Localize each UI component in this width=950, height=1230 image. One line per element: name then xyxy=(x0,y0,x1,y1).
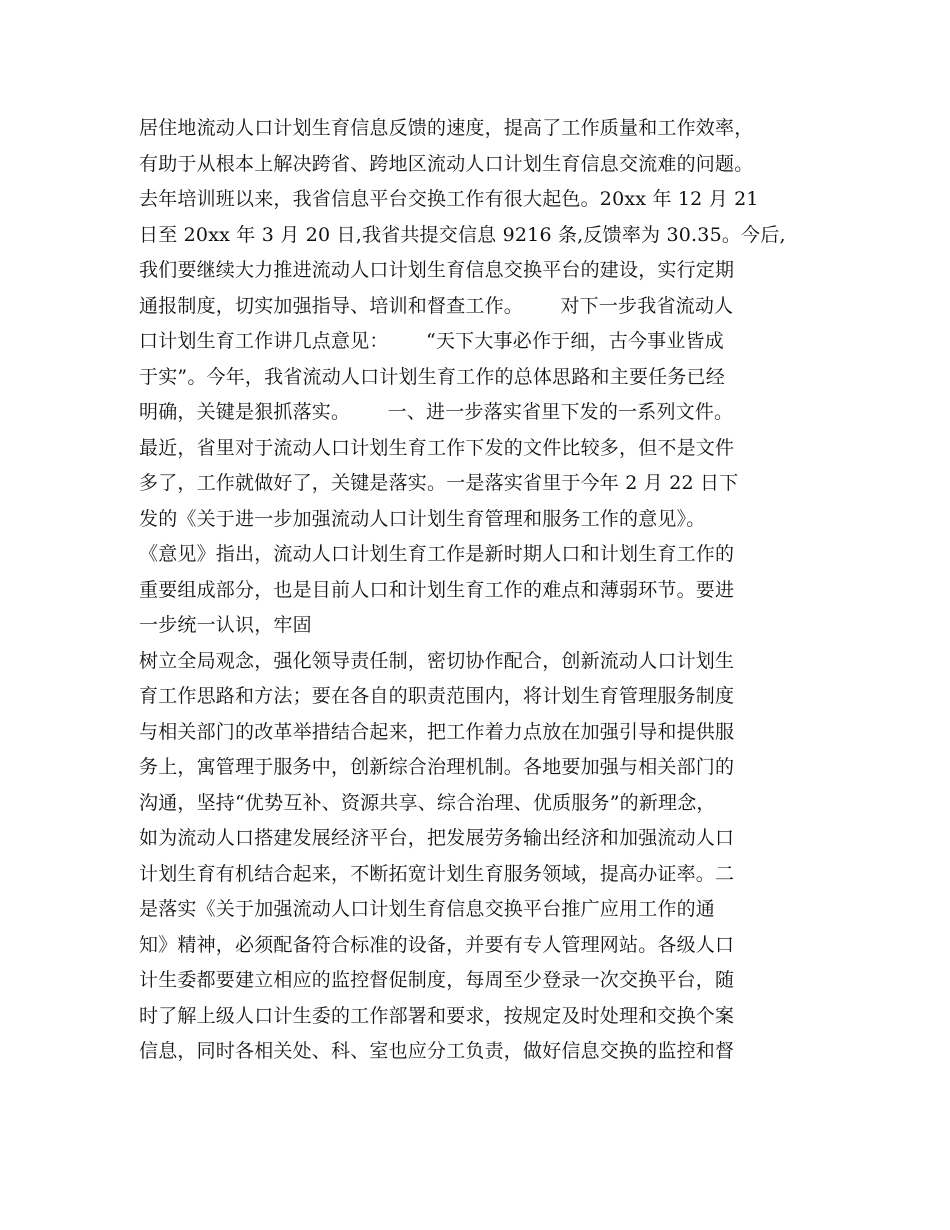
text-line: 《意见》指出，流动人口计划生育工作是新时期人口和计划生育工作的 xyxy=(139,543,735,565)
text-line: 发的《关于进一步加强流动人口计划生育管理和服务工作的意见》。 xyxy=(139,507,706,530)
text-line: 计生委都要建立相应的监控督促制度，每周至少登录一次交换平台，随 xyxy=(139,969,735,991)
text-line: 知》精神，必须配备符合标准的设备，并要有专人管理网站。各级人口 xyxy=(139,933,735,956)
text-line: 通报制度，切实加强指导、培训和督查工作。 对下一步我省流动人 xyxy=(139,294,734,317)
text-line: 树立全局观念，强化领导责任制，密切协作配合，创新流动人口计划生 xyxy=(139,649,735,672)
text-line: 沟通，坚持“优势互补、资源共享、综合治理、优质服务”的新理念， xyxy=(139,791,716,814)
text-line: 是落实《关于加强流动人口计划生育信息交换平台推广应用工作的通 xyxy=(139,898,716,920)
text-line: 居住地流动人口计划生育信息反馈的速度，提高了工作质量和工作效率， xyxy=(139,117,754,139)
text-line: 最近，省里对于流动人口计划生育工作下发的文件比较多，但不是文件 xyxy=(139,436,735,459)
text-line: 口计划生育工作讲几点意见： “天下大事必作于细，古今事业皆成 xyxy=(139,330,724,352)
text-line: 信息，同时各相关处、科、室也应分工负责，做好信息交换的监控和督 xyxy=(139,1040,735,1062)
text-line: 明确，关键是狠抓落实。 一、进一步落实省里下发的一系列文件。 xyxy=(139,401,734,423)
text-line: 计划生育有机结合起来，不断拓宽计划生育服务领域，提高办证率。二 xyxy=(139,862,735,885)
text-line: 如为流动人口搭建发展经济平台，把发展劳务输出经济和加强流动人口 xyxy=(139,827,735,849)
text-line: 一步统一认识，牢固 xyxy=(139,614,312,636)
text-line: 重要组成部分，也是目前人口和计划生育工作的难点和薄弱环节。要进 xyxy=(139,578,735,601)
text-line: 我们要继续大力推进流动人口计划生育信息交换平台的建设，实行定期 xyxy=(139,259,735,281)
text-line: 去年培训班以来，我省信息平台交换工作有很大起色。20xx 年 12 月 21 xyxy=(139,188,759,210)
text-line: 有助于从根本上解决跨省、跨地区流动人口计划生育信息交流难的问题。 xyxy=(139,152,754,175)
text-line: 日至 20xx 年 3 月 20 日,我省共提交信息 9216 条,反馈率为 30.35。今后, xyxy=(139,223,786,246)
text-line: 多了，工作就做好了，关键是落实。一是落实省里于今年 2 月 22 日下 xyxy=(139,472,739,494)
text-line: 育工作思路和方法；要在各自的职责范围内，将计划生育管理服务制度 xyxy=(139,685,735,707)
text-line: 与相关部门的改革举措结合起来，把工作着力点放在加强引导和提供服 xyxy=(139,720,735,743)
document-body xyxy=(139,111,819,1070)
text-line: 务上，寓管理于服务中，创新综合治理机制。各地要加强与相关部门的 xyxy=(139,756,735,778)
text-line: 时了解上级人口计生委的工作部署和要求，按规定及时处理和交换个案 xyxy=(139,1004,735,1027)
text-line: 于实”。今年，我省流动人口计划生育工作的总体思路和主要任务已经 xyxy=(139,365,725,388)
